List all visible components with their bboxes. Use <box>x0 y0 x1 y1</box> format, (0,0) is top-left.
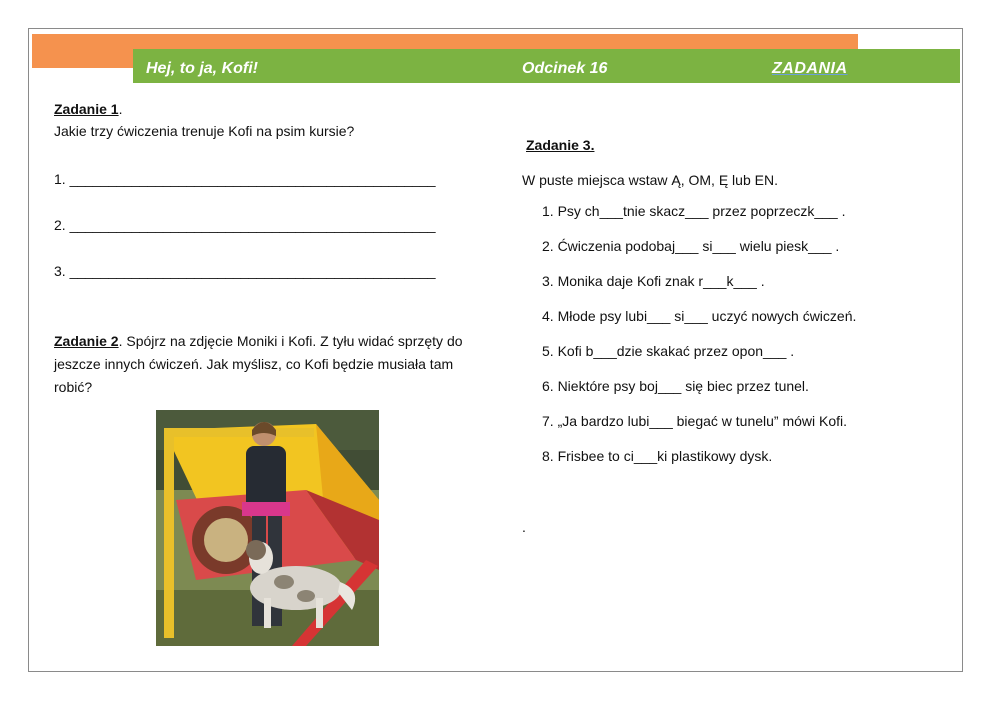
header-episode: Odcinek 16 <box>522 60 608 77</box>
task2-paragraph <box>54 330 484 399</box>
task2-text: . Spójrz na zdjęcie Moniki i Kofi. Z tyłu widać sprzęty do jeszcze innych ćwiczeń. Jak myślisz, co Kofi będzie musiała tam robić? <box>54 333 463 395</box>
list-item[interactable]: 8. Frisbee to ci___ki plastikowy dysk. <box>542 448 773 464</box>
photo-monika-and-kofi <box>156 410 379 646</box>
list-item[interactable]: 4. Młode psy lubi___ si___ uczyć nowych ćwiczeń. <box>542 308 857 324</box>
header-section: ZADANIA <box>772 60 848 77</box>
task2-heading: Zadanie 2 <box>54 333 119 349</box>
header-title: Hej, to ja, Kofi! <box>146 60 258 77</box>
list-item[interactable]: 2. Ćwiczenia podobaj___ si___ wielu piesk___ . <box>542 238 840 254</box>
list-item[interactable]: 6. Niektóre psy boj___ się biec przez tunel. <box>542 378 809 394</box>
task3-heading: Zadanie 3. <box>526 137 595 153</box>
task1-answer-line-3[interactable]: 3. _______________________________________________ <box>54 263 436 279</box>
task3-instruction: W puste miejsca wstaw Ą, OM, Ę lub EN. <box>522 172 778 188</box>
list-item[interactable]: 1. Psy ch___tnie skacz___ przez poprzeczk___ . <box>542 203 846 219</box>
task1-heading: Zadanie 1 <box>54 101 119 117</box>
task3-exercise-list <box>542 202 856 482</box>
trailing-dot: . <box>522 519 526 535</box>
list-item[interactable]: 7. „Ja bardzo lubi___ biegać w tunelu” mówi Kofi. <box>542 413 848 429</box>
task1-heading-line <box>54 100 122 118</box>
task1-answer-line-2[interactable]: 2. _______________________________________________ <box>54 217 436 233</box>
list-item[interactable]: 3. Monika daje Kofi znak r___k___ . <box>542 273 765 289</box>
task1-heading-suffix: . <box>118 101 123 117</box>
list-item[interactable]: 5. Kofi b___dzie skakać przez opon___ . <box>542 343 795 359</box>
task1-question: Jakie trzy ćwiczenia trenuje Kofi na psim kursie? <box>54 123 355 139</box>
task1-answer-line-1[interactable]: 1. _______________________________________________ <box>54 171 436 187</box>
